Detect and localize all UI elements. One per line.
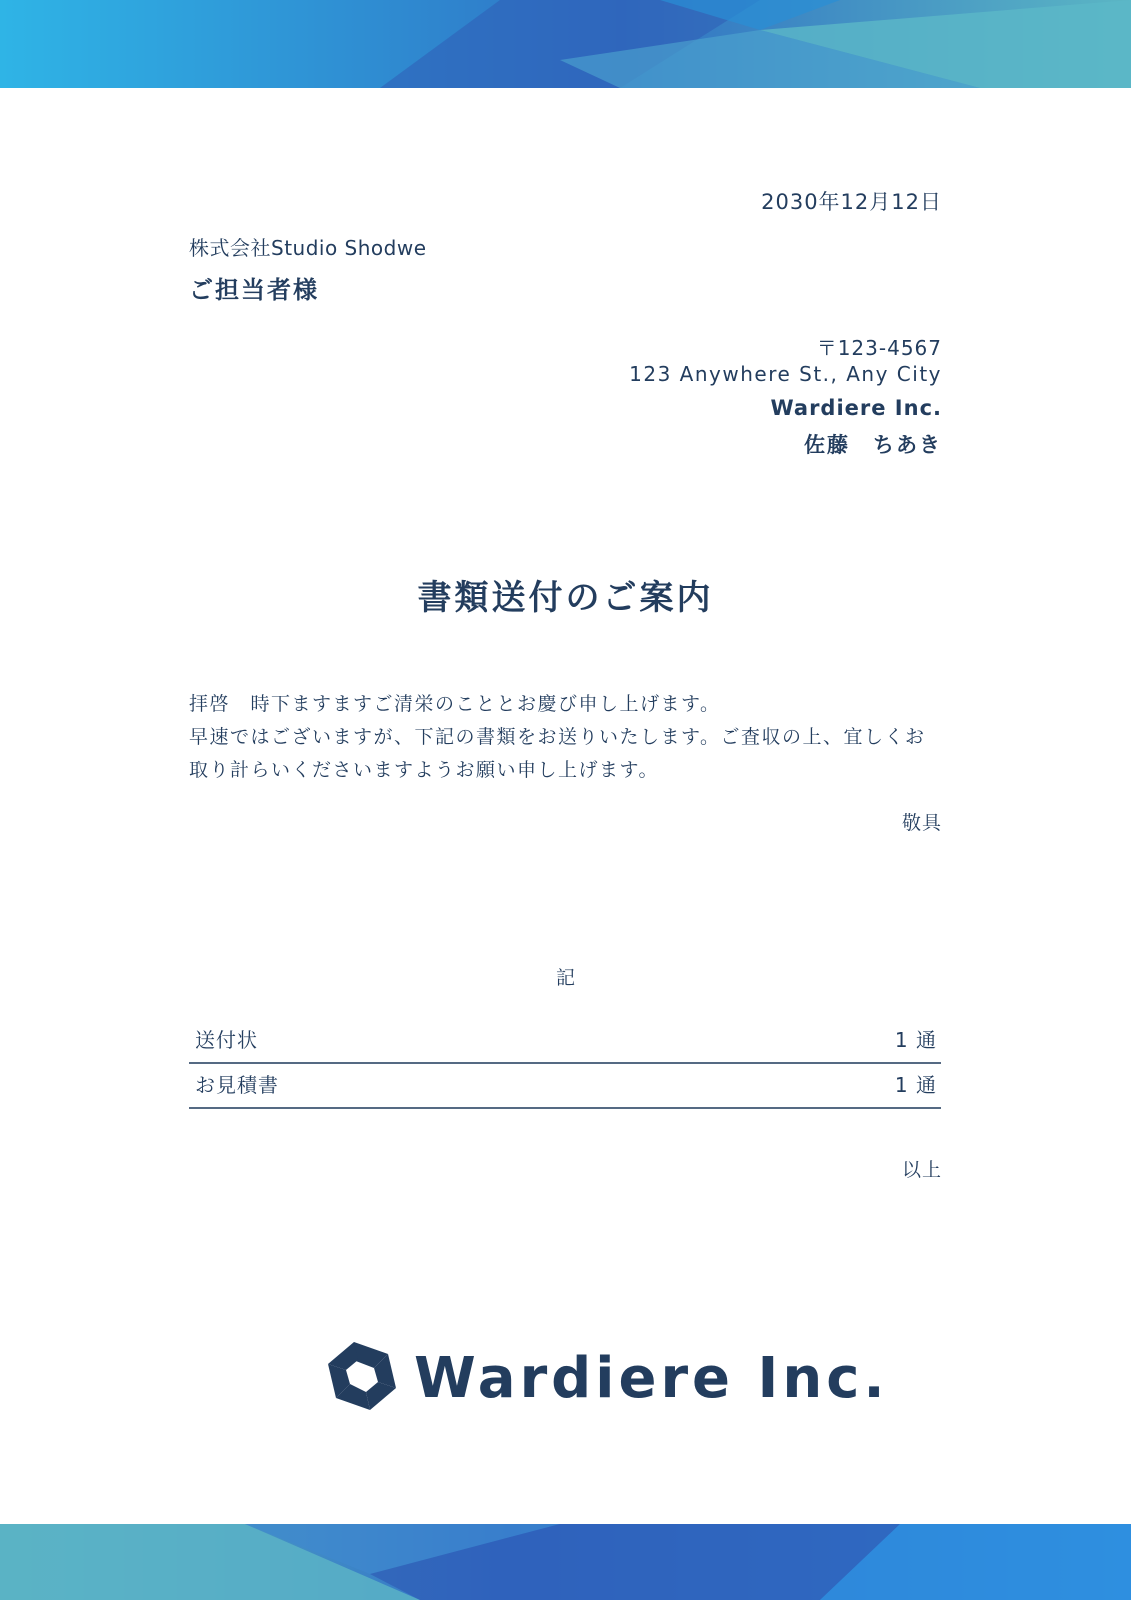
company-logo <box>326 1340 889 1416</box>
letter-body <box>189 688 944 787</box>
enclosure-item-name: お見積書 <box>195 1072 279 1097</box>
letter-end-mark: 以上 <box>901 1159 942 1181</box>
body-greeting: 拝啓 時下ますますご清栄のこととお慶び申し上げます。 <box>189 693 721 715</box>
enclosure-heading: 記 <box>555 967 575 989</box>
logo-wordmark: Wardiere Inc. <box>414 1346 889 1411</box>
aperture-logo-icon <box>326 1340 398 1412</box>
enclosure-item-count: 1 通 <box>894 1027 937 1052</box>
enclosure-item-name: 送付状 <box>195 1027 258 1052</box>
sender-name: 佐藤 ちあき <box>804 433 942 457</box>
sender-company: Wardiere Inc. <box>770 396 942 420</box>
enclosure-item-count: 1 通 <box>894 1072 937 1097</box>
footer-decorative-band <box>0 1524 1131 1600</box>
document-title: 書類送付のご案内 <box>417 578 714 618</box>
enclosure-list <box>189 1020 941 1109</box>
recipient-company: 株式会社Studio Shodwe <box>189 236 427 260</box>
letter-date: 2030年12月12日 <box>761 190 942 214</box>
sender-postal-code: 〒123-4567 <box>816 336 942 360</box>
recipient-person: ご担当者様 <box>189 276 319 304</box>
header-decorative-band <box>0 0 1131 88</box>
enclosure-item <box>189 1065 941 1109</box>
enclosure-item <box>189 1020 941 1064</box>
body-paragraph: 早速ではございますが、下記の書類をお送りいたします。ご査収の上、宜しくお取り計らいくださいますようお願い申し上げます。 <box>189 726 926 781</box>
sender-address: 123 Anywhere St., Any City <box>629 362 942 386</box>
letter-closing: 敬具 <box>901 812 942 834</box>
